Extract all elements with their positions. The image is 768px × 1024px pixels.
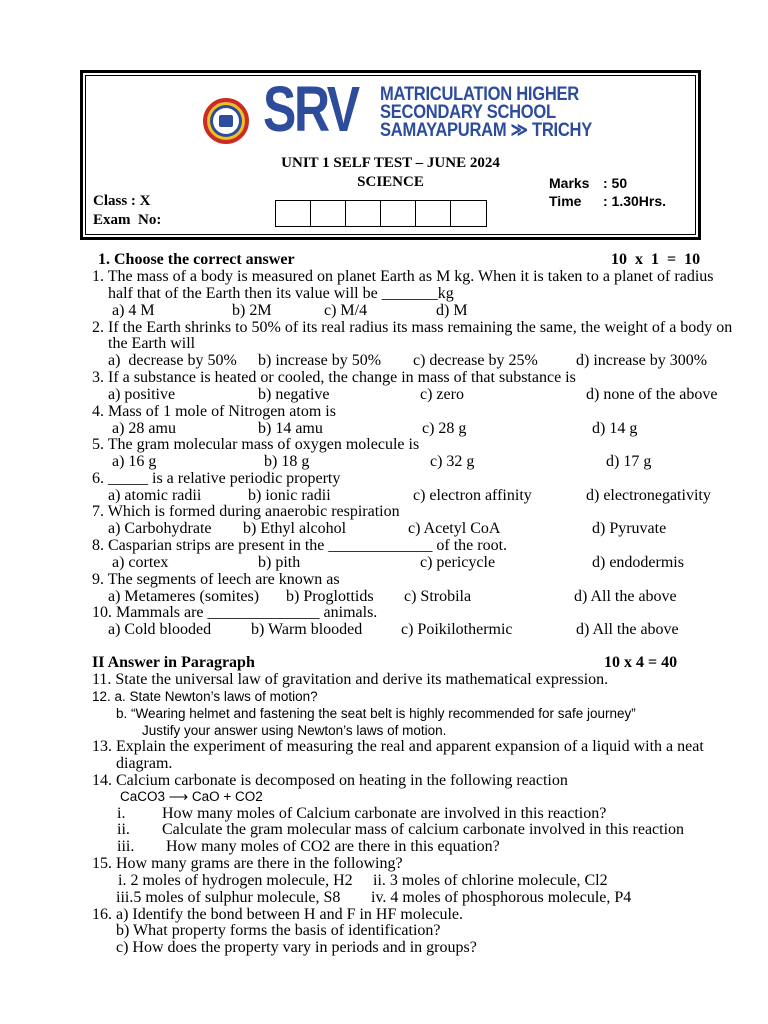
- q3-text: 3. If a substance is heated or cooled, the change in mass of that substance is: [92, 369, 576, 386]
- q1-text2: half that of the Earth then its value will be _______kg: [108, 285, 454, 302]
- q3-option-b: b) negative: [258, 386, 330, 403]
- class-exam-block: [93, 192, 161, 230]
- exam-number-box[interactable]: [451, 201, 486, 226]
- q14-equation: CaCO3 ⟶ CaO + CO2: [120, 789, 263, 804]
- q6-option-b: b) ionic radii: [248, 487, 331, 504]
- q14ii-text: Calculate the gram molecular mass of calcium carbonate involved in this reaction: [162, 821, 685, 838]
- marks-value: : 50: [603, 175, 628, 191]
- q2-option-b: b) increase by 50%: [258, 352, 382, 369]
- test-title: UNIT 1 SELF TEST – JUNE 2024: [281, 155, 500, 171]
- q16b-text: b) What property forms the basis of identification?: [116, 922, 441, 939]
- logo-brand: SRV: [263, 73, 358, 145]
- section2-marks: 10 x 4 = 40: [604, 654, 678, 671]
- q16-text: 16. a) Identify the bond between H and F in HF molecule.: [92, 906, 464, 923]
- q4-option-a: a) 28 amu: [112, 420, 176, 437]
- q14ii-number: ii.: [117, 821, 130, 838]
- class-label: Class : X: [93, 193, 151, 209]
- q13-text: 13. Explain the experiment of measuring the real and apparent expansion of a liquid with a neat: [92, 738, 704, 755]
- q6-option-a: a) atomic radii: [108, 487, 202, 504]
- q8-option-b: b) pith: [258, 554, 301, 571]
- q1-text: 1. The mass of a body is measured on planet Earth as M kg. When it is taken to a planet of radius: [92, 268, 714, 285]
- q10-option-b: b) Warm blooded: [251, 621, 363, 638]
- subject-title: SCIENCE: [357, 174, 424, 190]
- q12b2-text: Justify your answer using Newton’s laws of motion.: [142, 723, 447, 738]
- q6-text: 6. _____ is a relative periodic property: [92, 470, 341, 487]
- q14i-number: i.: [117, 805, 126, 822]
- exam-number-box[interactable]: [416, 201, 451, 226]
- q10-option-c: c) Poikilothermic: [401, 621, 513, 638]
- q2-text2: the Earth will: [108, 335, 196, 352]
- q10-option-a: a) Cold blooded: [108, 621, 212, 638]
- q1-option-c: c) M/4: [324, 302, 368, 319]
- q9-option-d: d) All the above: [574, 588, 677, 605]
- q8-option-a: a) cortex: [112, 554, 169, 571]
- q14-text: 14. Calcium carbonate is decomposed on heating in the following reaction: [92, 772, 568, 789]
- q12b-text: b. “Wearing helmet and fastening the seat belt is highly recommended for safe journey”: [116, 706, 636, 721]
- q15-text: 15. How many grams are there in the following?: [92, 855, 403, 872]
- section1-heading: 1. Choose the correct answer: [98, 251, 295, 268]
- q8-option-d: d) endodermis: [592, 554, 684, 571]
- q7-option-b: b) Ethyl alcohol: [243, 520, 347, 537]
- q16c-text: c) How does the property vary in periods and in groups?: [116, 939, 477, 956]
- q12-text: 12. a. State Newton’s laws of motion?: [92, 689, 318, 704]
- q3-option-d: d) none of the above: [586, 386, 718, 403]
- q2-option-d: d) increase by 300%: [576, 352, 708, 369]
- q4-option-c: c) 28 g: [422, 420, 467, 437]
- exam-number-boxes[interactable]: [275, 200, 487, 227]
- school-emblem-icon: [203, 98, 249, 144]
- section1-marks: 10 x 1 = 10: [611, 251, 701, 268]
- q14iii-text: How many moles of CO2 are there in this equation?: [166, 838, 500, 855]
- time-label: Time: [549, 193, 582, 209]
- q15-item-i: i. 2 moles of hydrogen molecule, H2: [118, 872, 353, 889]
- q9-text: 9. The segments of leech are known as: [92, 571, 340, 588]
- q5-option-b: b) 18 g: [264, 453, 310, 470]
- exam-number-box[interactable]: [276, 201, 311, 226]
- school-name-line2: SECONDARY SCHOOL: [380, 102, 556, 123]
- q4-option-b: b) 14 amu: [258, 420, 323, 437]
- marks-time-block: [549, 174, 666, 210]
- exam-no-label: Exam No:: [93, 212, 162, 228]
- marks-label: Marks: [549, 175, 590, 191]
- q15-item-iv: iv. 4 moles of phosphorous molecule, P4: [371, 889, 632, 906]
- q5-option-c: c) 32 g: [430, 453, 475, 470]
- q2-option-c: c) decrease by 25%: [413, 352, 538, 369]
- school-name-line1: MATRICULATION HIGHER: [380, 84, 579, 105]
- q15-item-ii: ii. 3 moles of chlorine molecule, Cl2: [373, 872, 608, 889]
- exam-number-box[interactable]: [346, 201, 381, 226]
- q4-text: 4. Mass of 1 mole of Nitrogen atom is: [92, 403, 336, 420]
- q3-option-c: c) zero: [420, 386, 464, 403]
- header-box: [80, 70, 701, 240]
- q9-option-a: a) Metameres (somites): [108, 588, 260, 605]
- q11-text: 11. State the universal law of gravitation and derive its mathematical expression.: [92, 671, 609, 688]
- exam-number-box[interactable]: [381, 201, 416, 226]
- q4-option-d: d) 14 g: [592, 420, 638, 437]
- q10-option-d: d) All the above: [576, 621, 679, 638]
- q5-option-a: a) 16 g: [112, 453, 157, 470]
- q6-option-d: d) electronegativity: [586, 487, 711, 504]
- q9-option-b: b) Proglottids: [286, 588, 374, 605]
- section2-heading: II Answer in Paragraph: [92, 654, 255, 671]
- q2-option-a: a) decrease by 50%: [108, 352, 237, 369]
- exam-number-box[interactable]: [311, 201, 346, 226]
- school-name: [380, 86, 624, 140]
- q10-text: 10. Mammals are ______________ animals.: [92, 604, 378, 621]
- q8-option-c: c) pericycle: [420, 554, 496, 571]
- q13b-text: diagram.: [116, 755, 173, 772]
- q7-option-c: c) Acetyl CoA: [408, 520, 501, 537]
- q9-option-c: c) Strobila: [404, 588, 472, 605]
- q7-option-d: d) Pyruvate: [592, 520, 667, 537]
- q14i-text: How many moles of Calcium carbonate are involved in this reaction?: [162, 805, 607, 822]
- q1-option-d: d) M: [436, 302, 468, 319]
- q7-option-a: a) Carbohydrate: [108, 520, 212, 537]
- q6-option-c: c) electron affinity: [413, 487, 532, 504]
- q15-item-iii: iii.5 moles of sulphur molecule, S8: [116, 889, 341, 906]
- q2-text: 2. If the Earth shrinks to 50% of its real radius its mass remaining the same, the weight of a body on: [92, 319, 733, 336]
- q8-text: 8. Casparian strips are present in the _____________ of the root.: [92, 537, 508, 554]
- school-name-line3: SAMAYAPURAM ≫ TRICHY: [380, 120, 593, 141]
- q7-text: 7. Which is formed during anaerobic respiration: [92, 503, 400, 520]
- q1-option-b: b) 2M: [232, 302, 272, 319]
- q14iii-number: iii.: [117, 838, 135, 855]
- q5-option-d: d) 17 g: [606, 453, 652, 470]
- q3-option-a: a) positive: [108, 386, 176, 403]
- q1-option-a: a) 4 M: [112, 302, 155, 319]
- q5-text: 5. The gram molecular mass of oxygen molecule is: [92, 436, 420, 453]
- time-value: : 1.30Hrs.: [603, 193, 667, 209]
